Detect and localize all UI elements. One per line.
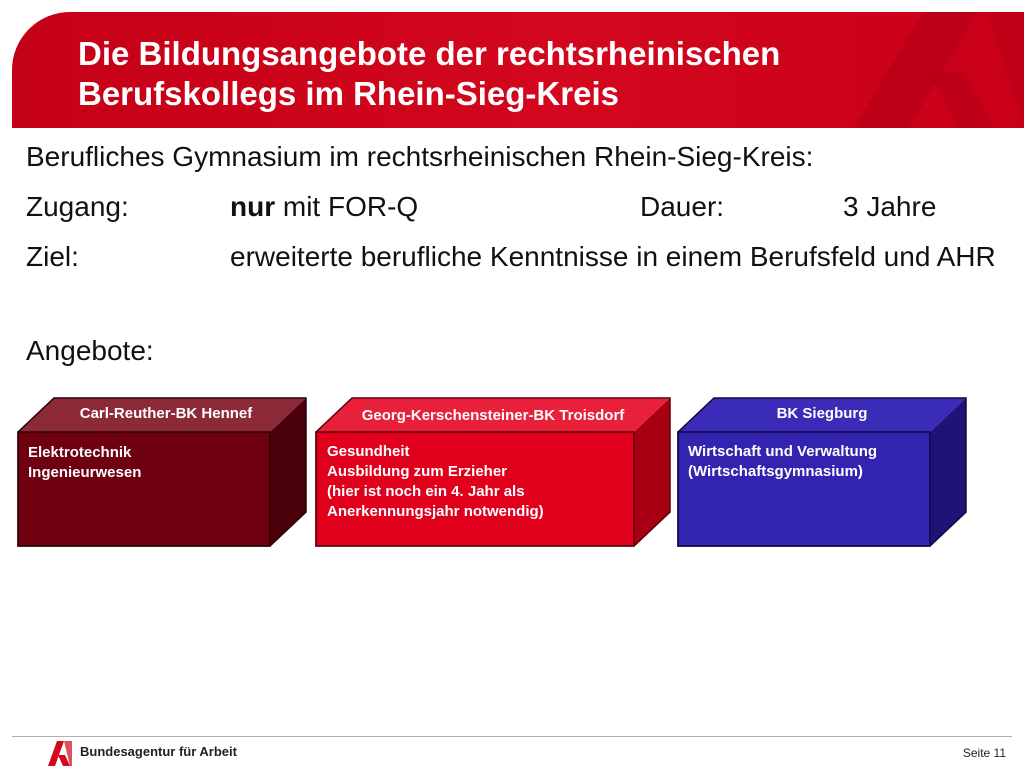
offer-school-name: Georg-Kerschensteiner-BK Troisdorf xyxy=(361,407,625,424)
offer-program-line: Anerkennungsjahr notwendig) xyxy=(327,503,544,520)
offer-box-troisdorf xyxy=(314,396,672,550)
zugang-bold: nur xyxy=(230,191,276,222)
angebote-label: Angebote: xyxy=(26,335,154,366)
zugang-label: Zugang: xyxy=(26,191,129,222)
dauer-label: Dauer: xyxy=(640,191,725,222)
dauer-value: 3 Jahre xyxy=(843,191,937,222)
agency-logo-icon xyxy=(46,740,74,766)
offer-program-line: Wirtschaft und Verwaltung xyxy=(688,443,878,460)
slide-title xyxy=(78,34,948,114)
offer-program-line: Elektrotechnik xyxy=(28,444,132,461)
footer-divider xyxy=(12,736,1012,737)
offer-program-line: Ingenieurwesen xyxy=(28,464,142,481)
offer-program-line: (Wirtschaftsgymnasium) xyxy=(688,463,863,480)
slide-title-line1: Die Bildungsangebote der rechtsrheinischen xyxy=(78,35,781,72)
zugang-value xyxy=(230,190,418,224)
offer-program-line: Gesundheit xyxy=(327,443,410,460)
offer-box-hennef xyxy=(16,396,308,550)
ziel-label: Ziel: xyxy=(26,241,79,272)
ziel-value: erweiterte berufliche Kenntnisse in einem Berufsfeld und AHR xyxy=(230,241,996,272)
offer-box-siegburg xyxy=(676,396,968,550)
slide-title-line2: Berufskollegs im Rhein-Sieg-Kreis xyxy=(78,75,619,112)
offer-school-name: BK Siegburg xyxy=(776,405,868,422)
offer-program-line: Ausbildung zum Erzieher xyxy=(327,463,508,480)
offer-programs xyxy=(327,442,544,522)
zugang-rest: mit FOR-Q xyxy=(275,191,419,222)
intro-text: Berufliches Gymnasium im rechtsrheinischen Rhein-Sieg-Kreis: xyxy=(26,141,814,172)
footer-organization: Bundesagentur für Arbeit xyxy=(80,744,237,759)
offer-programs xyxy=(688,442,877,482)
offer-school-name: Carl-Reuther-BK Hennef xyxy=(79,405,253,422)
offer-program-line: (hier ist noch ein 4. Jahr als xyxy=(327,483,525,500)
offer-programs xyxy=(28,443,141,483)
page-number: Seite 11 xyxy=(962,746,1006,760)
header-banner xyxy=(12,12,1024,128)
